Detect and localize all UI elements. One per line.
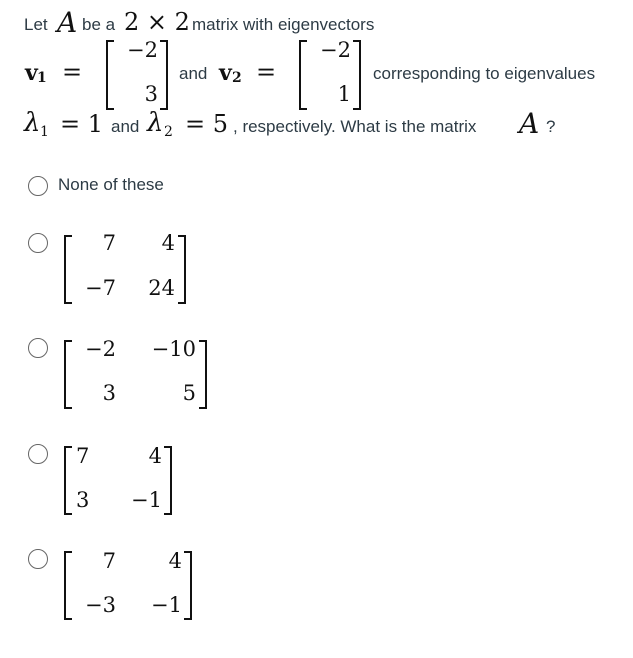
- vector1-entry-top: −2: [127, 38, 158, 62]
- text-matrix-with-eigenvectors: matrix with eigenvectors: [192, 15, 375, 34]
- vector1-entry-bottom: 3: [144, 82, 158, 106]
- symbol-v1: v: [25, 60, 38, 86]
- radio-button[interactable]: [28, 549, 48, 569]
- matrix-cell: 7: [102, 549, 116, 573]
- text-dimension: 2 × 2: [124, 8, 190, 36]
- symbol-lambda2: λ: [147, 108, 164, 138]
- matrix-cell: 5: [182, 381, 196, 405]
- matrix-right-bracket: [184, 551, 192, 620]
- matrix-cell: 3: [76, 488, 90, 512]
- symbol-v2: v: [219, 60, 232, 86]
- matrix-cell: 7: [102, 231, 116, 255]
- option-label: None of these: [58, 175, 164, 194]
- radio-button[interactable]: [28, 176, 48, 196]
- vector2-left-bracket: [299, 40, 307, 110]
- text-question-mark: ?: [546, 117, 556, 136]
- matrix-left-bracket: [64, 235, 72, 304]
- matrix-left-bracket: [64, 446, 72, 515]
- matrix-cell: −3: [85, 593, 116, 617]
- matrix-cell: −10: [151, 337, 196, 361]
- symbol-v1-subscript: 1: [37, 70, 47, 86]
- matrix-cell: 4: [148, 444, 162, 468]
- symbol-v2-subscript: 2: [232, 70, 242, 86]
- lambda2-value: = 5: [185, 110, 229, 138]
- text-corresponding-to-eigenvalues: corresponding to eigenvalues: [373, 64, 596, 83]
- vector2-right-bracket: [353, 40, 361, 110]
- equals-sign: =: [256, 58, 277, 86]
- matrix-right-bracket: [199, 340, 207, 409]
- vector1-right-bracket: [160, 40, 168, 110]
- matrix-cell: 4: [168, 549, 182, 573]
- symbol-lambda1-subscript: 1: [40, 124, 49, 140]
- text-let: Let: [24, 15, 48, 34]
- vector2-entry-top: −2: [320, 38, 351, 62]
- matrix-cell: 3: [102, 381, 116, 405]
- matrix-cell: −1: [131, 488, 162, 512]
- matrix-cell: −1: [151, 593, 182, 617]
- matrix-right-bracket: [178, 235, 186, 304]
- text-and: and: [111, 117, 140, 136]
- radio-button[interactable]: [28, 338, 48, 358]
- matrix-left-bracket: [64, 340, 72, 409]
- matrix-cell: 24: [148, 276, 175, 300]
- vector1-left-bracket: [106, 40, 114, 110]
- matrix-cell: 4: [161, 231, 175, 255]
- symbol-lambda2-subscript: 2: [164, 124, 173, 140]
- matrix-cell: 7: [76, 444, 90, 468]
- lambda1-value: = 1: [60, 110, 104, 138]
- text-respectively: , respectively. What is the matrix: [233, 117, 477, 136]
- matrix-cell: −2: [85, 337, 116, 361]
- radio-button[interactable]: [28, 233, 48, 253]
- matrix-left-bracket: [64, 551, 72, 620]
- symbol-lambda1: λ: [24, 108, 41, 138]
- symbol-a: A: [519, 107, 540, 140]
- radio-button[interactable]: [28, 444, 48, 464]
- vector2-entry-bottom: 1: [337, 82, 351, 106]
- equals-sign: =: [62, 58, 83, 86]
- matrix-cell: −7: [85, 276, 116, 300]
- symbol-a: A: [57, 6, 78, 39]
- matrix-right-bracket: [164, 446, 172, 515]
- text-and: and: [179, 64, 208, 83]
- text-be-a: be a: [82, 15, 116, 34]
